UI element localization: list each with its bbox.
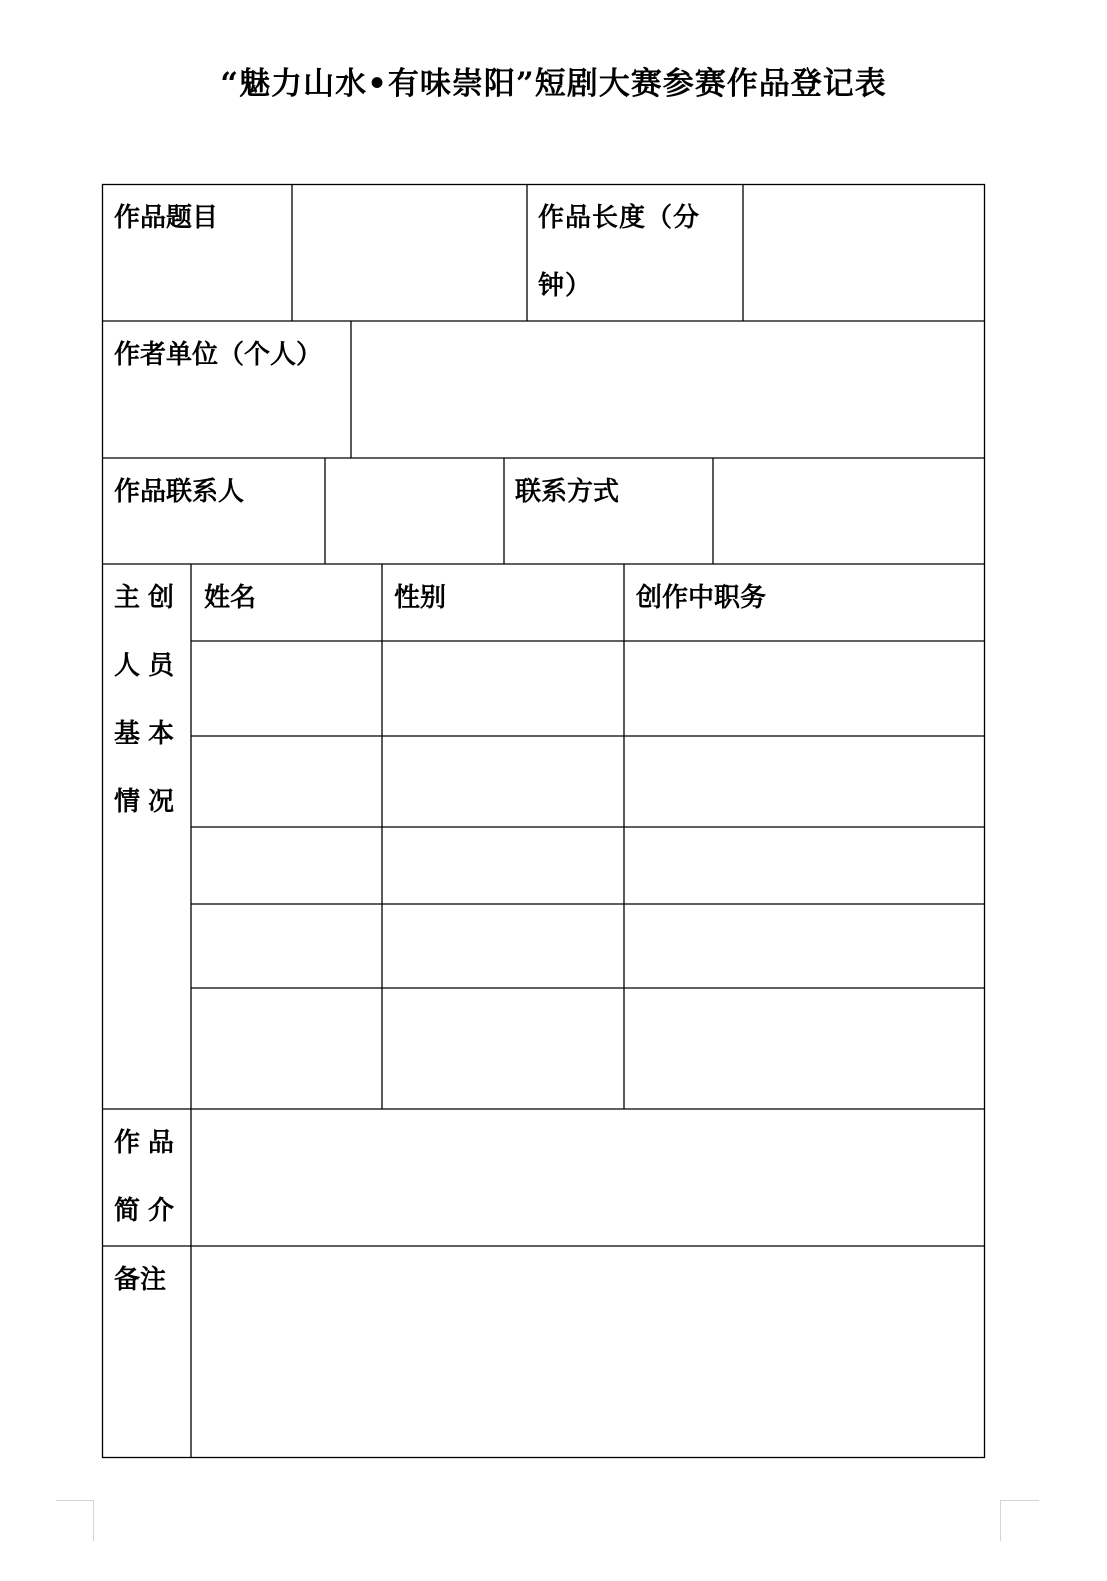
creator-row-3-gender[interactable] (383, 828, 623, 903)
creator-row-4-gender[interactable] (383, 905, 623, 987)
creator-row-4-name[interactable] (192, 905, 381, 987)
author-unit-label: 作者单位（个人） (114, 340, 323, 370)
creators-label: 主创人员基本情况 (114, 583, 183, 817)
work-title-field[interactable] (293, 185, 526, 320)
creator-row-1-gender[interactable] (383, 642, 623, 735)
synopsis-field[interactable] (192, 1110, 984, 1245)
work-duration-field[interactable] (744, 185, 984, 320)
creator-row-5-gender[interactable] (383, 989, 623, 1108)
contact-method-label: 联系方式 (515, 477, 620, 507)
creators-col-role: 创作中职务 (636, 583, 767, 613)
work-title-label: 作品题目 (114, 203, 219, 233)
contact-method-field[interactable] (714, 459, 984, 563)
work-duration-label: 作品长度（分钟） (538, 203, 701, 301)
creator-row-2-gender[interactable] (383, 737, 623, 826)
page-title: “魅力山水•有味崇阳”短剧大赛参赛作品登记表 (220, 66, 887, 102)
creator-row-4-role[interactable] (625, 905, 984, 987)
creator-row-5-role[interactable] (625, 989, 984, 1108)
remarks-label: 备注 (114, 1265, 167, 1295)
creators-col-name: 姓名 (204, 583, 257, 613)
synopsis-label: 作品简介 (114, 1128, 183, 1226)
contact-person-field[interactable] (326, 459, 503, 563)
creators-col-gender: 性别 (394, 583, 447, 613)
creator-row-3-name[interactable] (192, 828, 381, 903)
creator-row-3-role[interactable] (625, 828, 984, 903)
creator-row-5-name[interactable] (192, 989, 381, 1108)
page-corner-mark-right (1000, 1500, 1039, 1541)
creator-row-1-name[interactable] (192, 642, 381, 735)
contact-person-label: 作品联系人 (114, 477, 245, 507)
remarks-field[interactable] (192, 1247, 984, 1457)
creator-row-1-role[interactable] (625, 642, 984, 735)
creator-row-2-role[interactable] (625, 737, 984, 826)
creator-row-2-name[interactable] (192, 737, 381, 826)
page-corner-mark-left (56, 1500, 94, 1541)
author-unit-field[interactable] (352, 322, 984, 457)
